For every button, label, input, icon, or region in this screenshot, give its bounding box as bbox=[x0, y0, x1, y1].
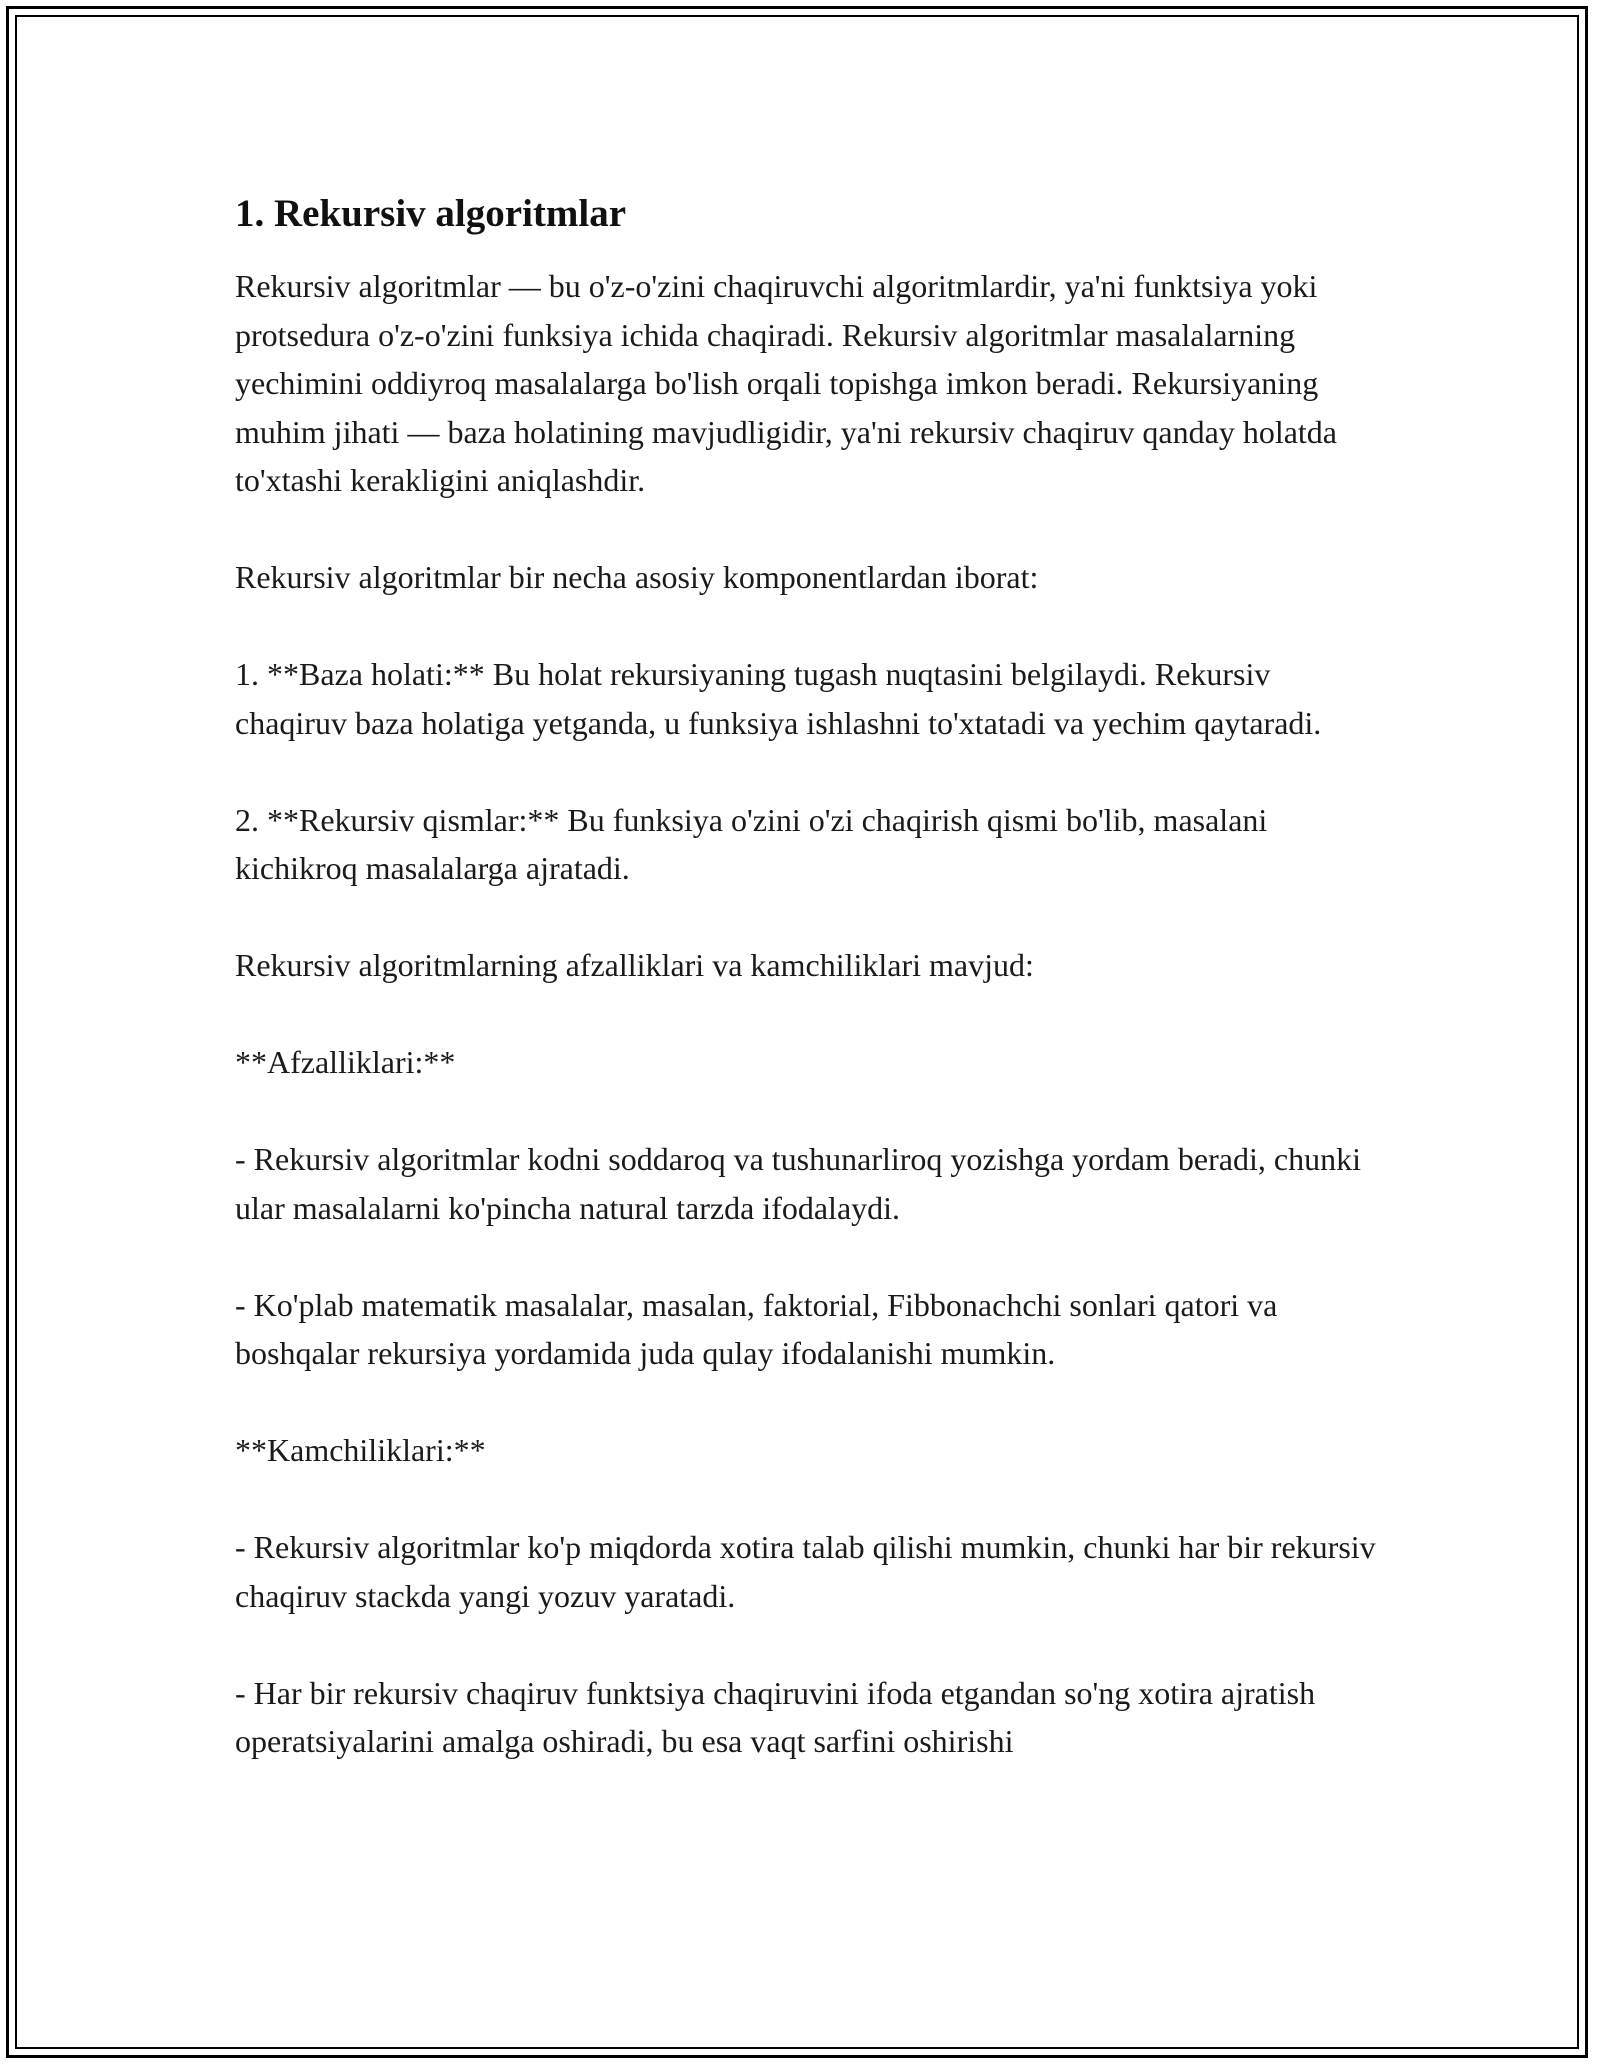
paragraph-intro: Rekursiv algoritmlar — bu o'z-o'zini chaqiruvchi algoritmlardir, ya'ni funktsiya yoki protsedura o'z-o'zini funksiya ichida chaqiradi. Rekursiv algoritmlar masalalarning yechimini oddiyroq masalalarga bo'lish orqali topishga imkon beradi. Rekursiyaning muhim jihati — baza holatining mavjudligidir, ya'ni rekursiv chaqiruv qanday holatda to'xtashi kerakligini aniqlashdir. bbox=[235, 268, 1337, 498]
paragraph-recursive-part: 2. **Rekursiv qismlar:** Bu funksiya o'zini o'zi chaqirish qismi bo'lib, masalani kichikroq masalalarga ajratadi. bbox=[235, 801, 1268, 886]
paragraph-advantage-1: - Rekursiv algoritmlar kodni soddaroq va tushunarliroq yozishga yordam beradi, chunki ular masalalarni ko'pincha natural tarzda ifodalaydi. bbox=[235, 1141, 1361, 1226]
paragraph-advantages-title: **Afzalliklari:** bbox=[235, 1044, 456, 1080]
paragraph-disadvantage-2: - Har bir rekursiv chaqiruv funktsiya chaqiruvini ifoda etgandan so'ng xotira ajratish operatsiyalarini amalga oshiradi, bu esa vaqt sarfini oshirishi bbox=[235, 1674, 1316, 1759]
paragraph-components-intro: Rekursiv algoritmlar bir necha asosiy komponentlardan iborat: bbox=[235, 559, 1039, 595]
paragraph-pros-cons-intro: Rekursiv algoritmlarning afzalliklari va kamchiliklari mavjud: bbox=[235, 947, 1034, 983]
paragraph-disadvantage-1: - Rekursiv algoritmlar ko'p miqdorda xotira talab qilishi mumkin, chunki har bir rekursiv chaqiruv stackda yangi yozuv yaratadi. bbox=[235, 1529, 1376, 1614]
paragraph-base-case: 1. **Baza holati:** Bu holat rekursiyaning tugash nuqtasini belgilaydi. Rekursiv chaqiruv baza holatiga yetganda, u funksiya ishlashni to'xtatadi va yechim qaytaradi. bbox=[235, 656, 1322, 741]
section-heading: 1. Rekursiv algoritmlar bbox=[235, 192, 627, 235]
paragraph-advantage-2: - Ko'plab matematik masalalar, masalan, faktorial, Fibbonachchi sonlari qatori va boshqalar rekursiya yordamida juda qulay ifodalanishi mumkin. bbox=[235, 1286, 1278, 1371]
paragraph-disadvantages-title: **Kamchiliklari:** bbox=[235, 1432, 486, 1468]
document-body bbox=[235, 186, 1385, 1814]
